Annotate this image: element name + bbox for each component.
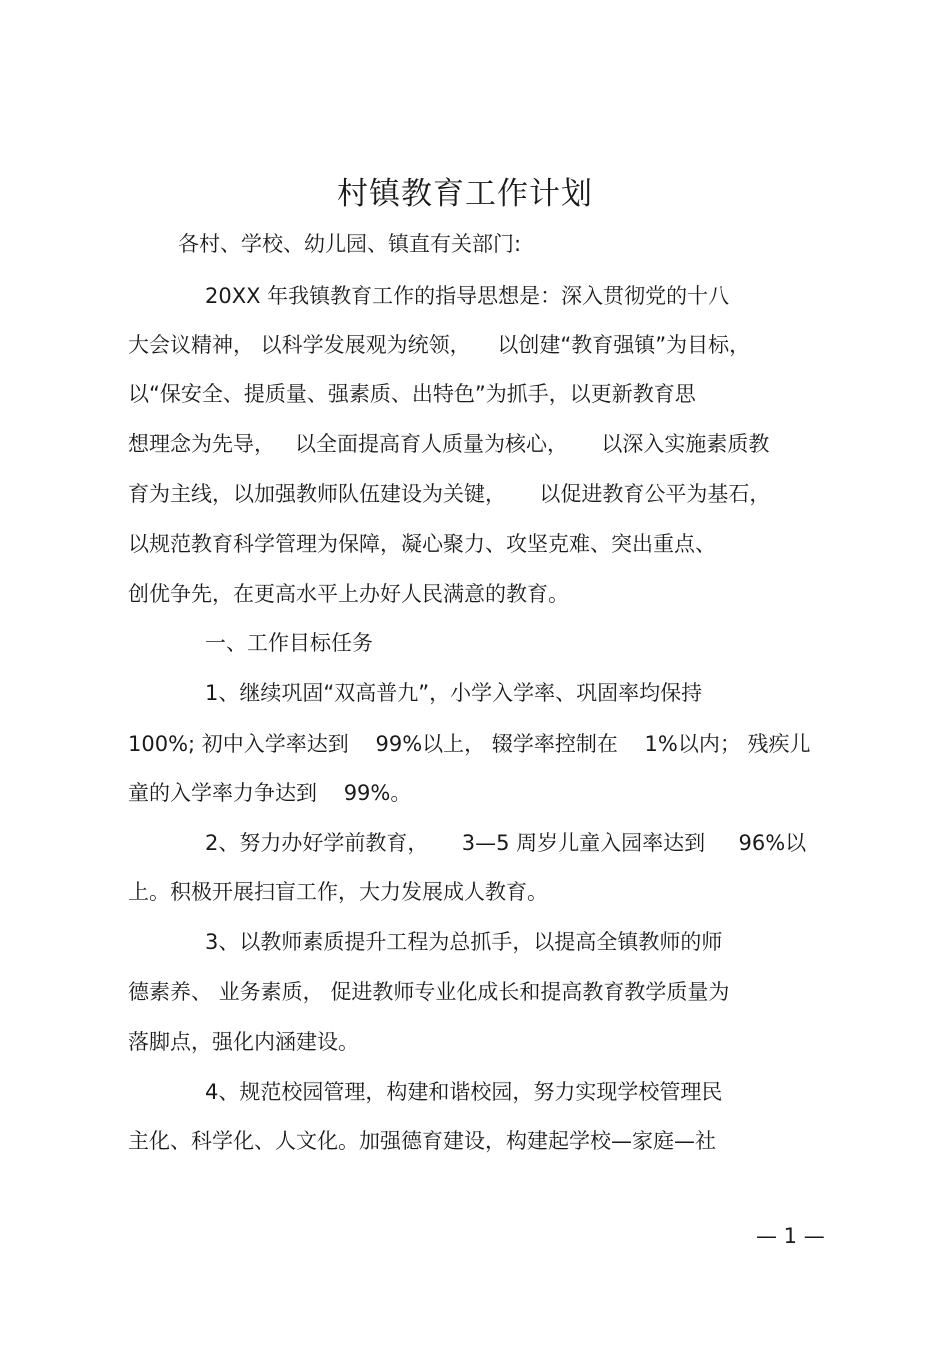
paragraph-line: 创优争先，在更高水平上办好人民满意的教育。 (128, 582, 569, 606)
page-number: — 1 — (756, 1224, 825, 1248)
paragraph-line: 2、努力办好学前教育， 3—5 周岁儿童入园率达到 96%以 (205, 831, 807, 855)
paragraph-line: 主化、科学化、人文化。加强德育建设，构建起学校—家庭—社 (128, 1129, 716, 1153)
paragraph-line: 3、以教师素质提升工程为总抓手，以提高全镇教师的师 (205, 930, 723, 954)
paragraph-line: 德素养、 业务素质， 促进教师专业化成长和提高教育教学质量为 (128, 980, 730, 1004)
paragraph-line: 以“保安全、提质量、强素质、出特色”为抓手，以更新教育思 (128, 382, 696, 406)
paragraph-line: 育为主线，以加强教师队伍建设为关键， 以促进教育公平为基石， (128, 482, 771, 506)
paragraph-line: 落脚点，强化内涵建设。 (128, 1030, 359, 1054)
section-heading: 一、工作目标任务 (205, 631, 373, 655)
paragraph-line: 20XX 年我镇教育工作的指导思想是：深入贯彻党的十八 (205, 284, 730, 308)
paragraph-line: 100%; 初中入学率达到 99%以上， 辍学率控制在 1%以内； 残疾儿 (128, 732, 811, 756)
paragraph-line: 上。积极开展扫盲工作，大力发展成人教育。 (128, 880, 548, 904)
salutation: 各村、学校、幼儿园、镇直有关部门: (178, 232, 522, 256)
paragraph-line: 1、继续巩固“双高普九”，小学入学率、巩固率均保持 (205, 681, 703, 705)
paragraph-line: 童的入学率力争达到 99%。 (128, 781, 412, 805)
paragraph-line: 4、规范校园管理，构建和谐校园，努力实现学校管理民 (205, 1080, 723, 1104)
document-title: 村镇教育工作计划 (337, 176, 593, 212)
paragraph-line: 大会议精神， 以科学发展观为统领， 以创建“教育强镇”为目标， (128, 333, 751, 357)
paragraph-line: 想理念为先导， 以全面提高育人质量为核心， 以深入实施素质教 (128, 432, 770, 456)
paragraph-line: 以规范教育科学管理为保障，凝心聚力、攻坚克难、突出重点、 (128, 532, 716, 556)
